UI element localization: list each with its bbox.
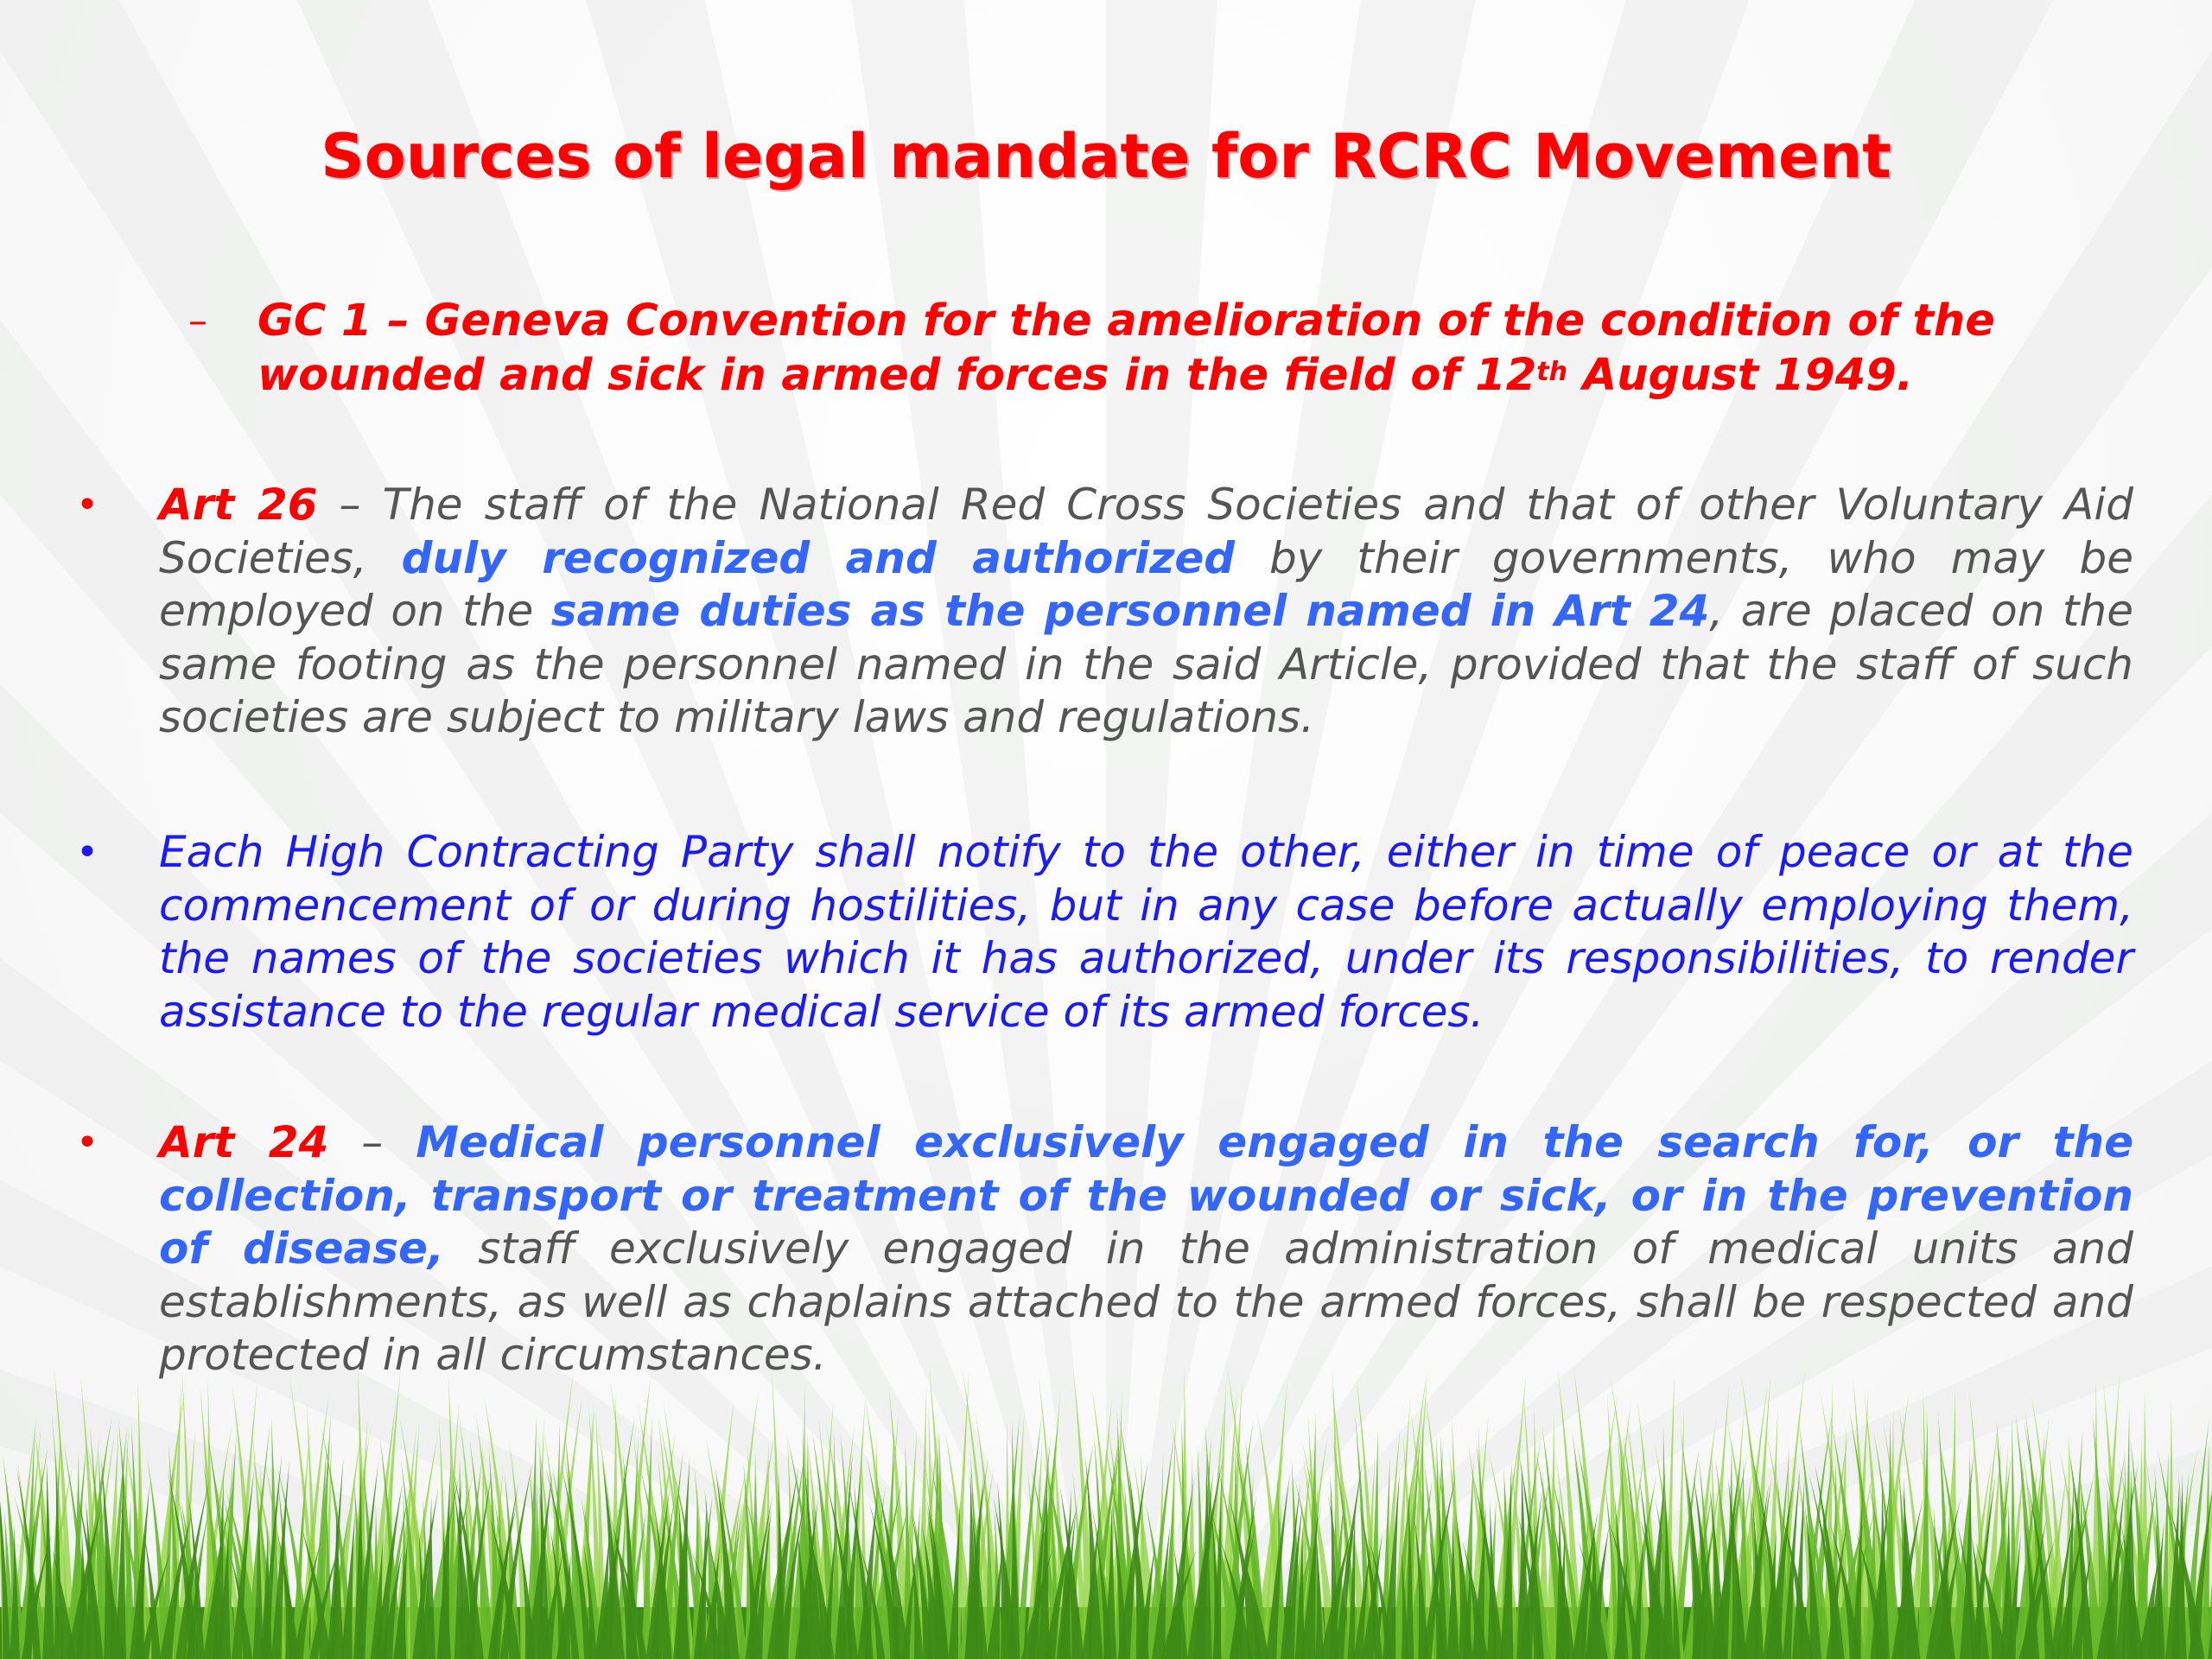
article-highlight: duly recognized and authorized — [401, 532, 1236, 583]
bullet-marker: • — [76, 483, 99, 527]
grass-border — [0, 1348, 2212, 1659]
subheading-date: August 1949. — [1567, 350, 1914, 401]
article-text: , are placed on the same footing as the personnel named in the said Article, provided that the staff of such societies are subject to military laws and regulations. — [159, 586, 2133, 742]
bullet-art-24 — [76, 1116, 2133, 1382]
ordinal-suffix: th — [1536, 357, 1567, 387]
notification-text: Each High Contracting Party shall notify to the other, either in time of peace or at the commencement of or during hostilities, but in any case before actually employing them, the names of the societies which it has authorized, under its responsibilities, to render assistance to the regular medical service of its armed forces. — [159, 827, 2133, 1037]
article-label: Art 26 — [159, 480, 318, 530]
bullet-notification — [76, 826, 2133, 1039]
article-label: Art 24 — [159, 1117, 329, 1167]
convention-subheading — [188, 294, 2134, 403]
article-text: – The staff of the National Red Cross Societies and that of other Voluntary Aid Societies, — [159, 480, 2133, 583]
slide-title: Sources of legal mandate for RCRC Movement — [321, 121, 1891, 192]
article-text: – — [328, 1117, 416, 1167]
article-text: by their governments, who may be employed on the — [159, 532, 2134, 636]
bullet-marker: • — [76, 830, 99, 874]
article-highlight: same duties as the personnel named in Art 24 — [550, 586, 1710, 636]
bullet-marker: • — [76, 1121, 99, 1165]
dash-marker: – — [188, 299, 207, 343]
bullet-art-26 — [76, 479, 2134, 745]
article-highlight: Medical personnel exclusively engaged in the search for, or the collection, transport or treatment of the wounded or sick, or in the prevention of disease, — [159, 1117, 2133, 1274]
article-text: staff exclusively engaged in the administration of medical units and establishments, as well as chaplains attached to the armed forces, shall be respected and protected in all circumstances. — [159, 1224, 2133, 1380]
subheading-text: GC 1 – Geneva Convention for the amelioration of the condition of the wounded and sick in armed forces in the field of 12 — [257, 296, 1995, 401]
